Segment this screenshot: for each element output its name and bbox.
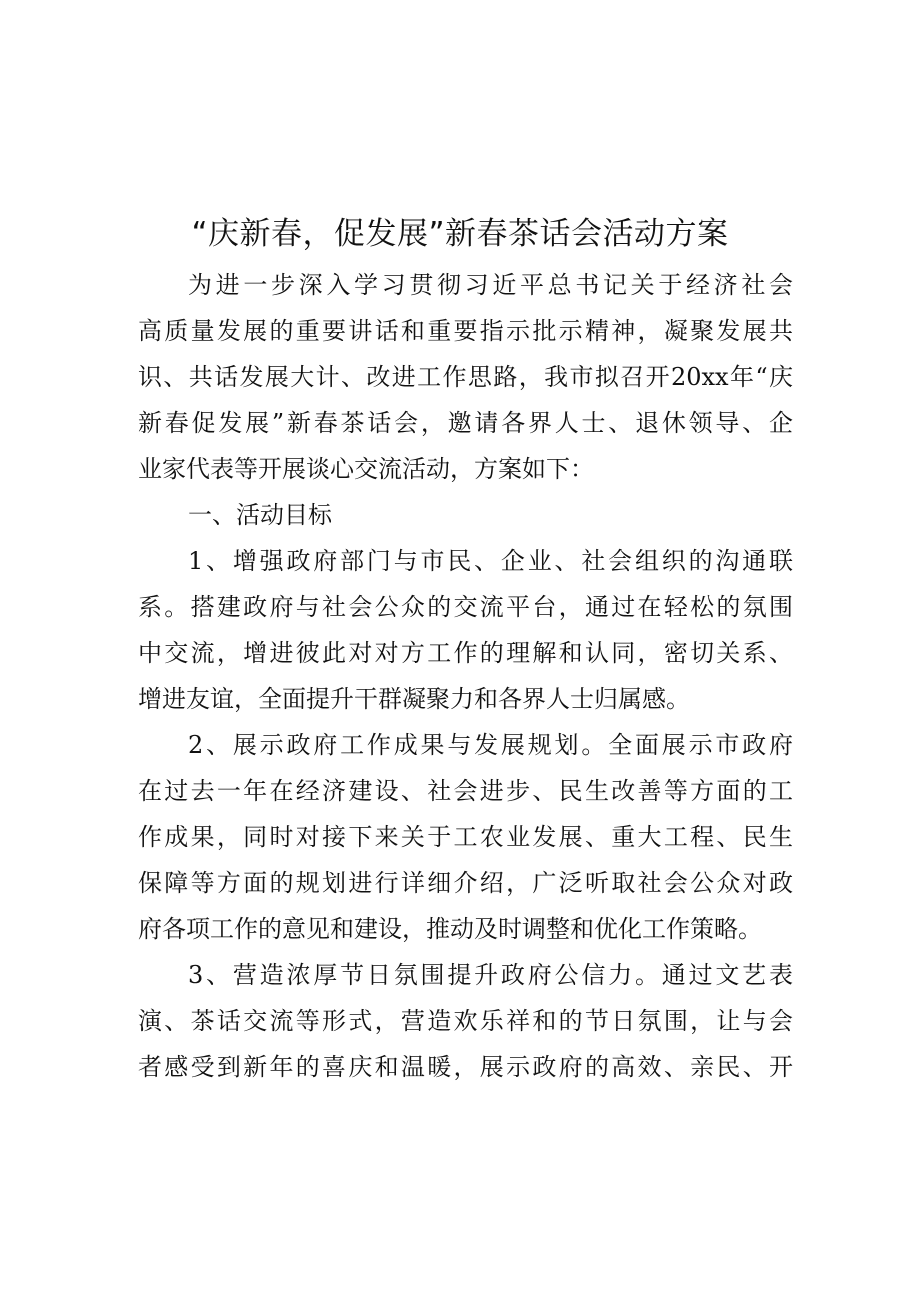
goal-2-line-5: 府各项工作的意见和建设，推动及时调整和优化工作策略。	[138, 915, 762, 943]
goal-2-line-1: 2、展示政府工作成果与发展规划。全面展示市政府	[188, 731, 793, 759]
goal-1-line-2: 系。搭建政府与社会公众的交流平台，通过在轻松的氛围	[138, 593, 793, 621]
goal-1-line-4: 增进友谊，全面提升干群凝聚力和各界人士归属感。	[138, 685, 690, 713]
goal-2-line-4: 保障等方面的规划进行详细介绍，广泛听取社会公众对政	[138, 869, 793, 897]
goal-3-line-1: 3、营造浓厚节日氛围提升政府公信力。通过文艺表	[188, 961, 793, 989]
goal-1-line-3: 中交流，增进彼此对对方工作的理解和认同，密切关系、	[138, 639, 793, 667]
intro-line-1: 为进一步深入学习贯彻习近平总书记关于经济社会	[188, 271, 793, 299]
goal-2-line-2: 在过去一年在经济建设、社会进步、民生改善等方面的工	[138, 777, 793, 805]
goal-3-line-2: 演、茶话交流等形式，营造欢乐祥和的节日氛围，让与会	[138, 1007, 793, 1035]
goal-3-line-3: 者感受到新年的喜庆和温暖，展示政府的高效、亲民、开	[138, 1053, 793, 1081]
goal-1-line-1: 1、增强政府部门与市民、企业、社会组织的沟通联	[188, 547, 793, 575]
goal-2-line-3: 作成果，同时对接下来关于工农业发展、重大工程、民生	[138, 823, 793, 851]
section-heading-goals: 一、活动目标	[188, 501, 332, 529]
intro-line-3: 识、共话发展大计、改进工作思路，我市拟召开20xx年“庆	[138, 363, 793, 391]
intro-line-5: 业家代表等开展谈心交流活动，方案如下：	[138, 455, 594, 483]
document-title: “庆新春，促发展”新春茶话会活动方案	[191, 216, 729, 252]
intro-line-2: 高质量发展的重要讲话和重要指示批示精神，凝聚发展共	[138, 317, 793, 345]
document-body	[138, 266, 793, 1094]
intro-line-4: 新春促发展”新春茶话会，邀请各界人士、退休领导、企	[138, 409, 793, 437]
